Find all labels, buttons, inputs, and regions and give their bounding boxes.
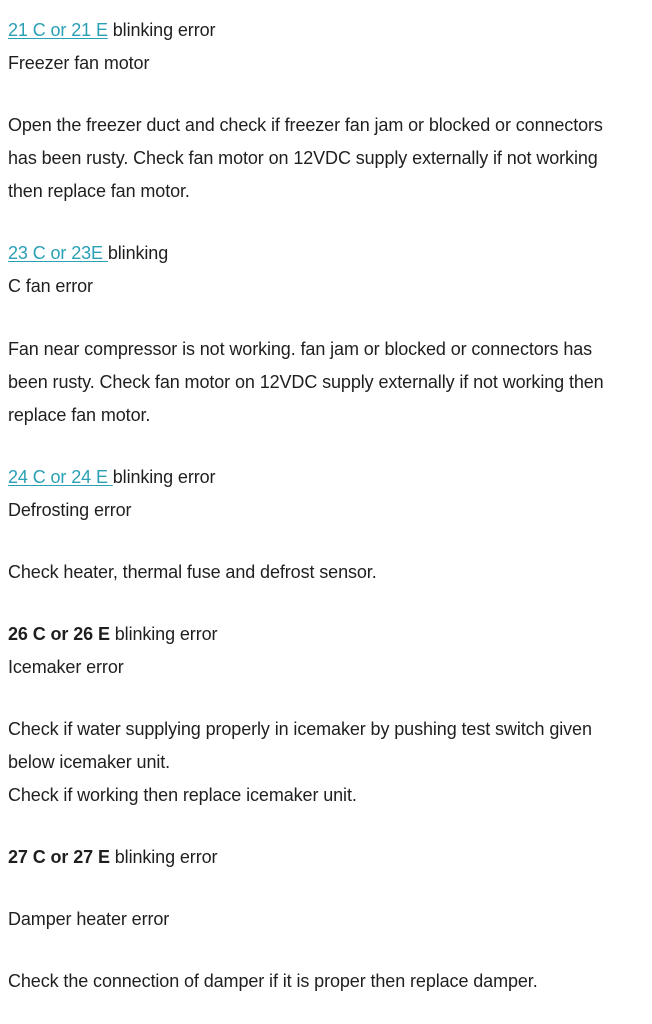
error-title: C fan error [8,276,93,296]
error-description-line: Check the connection of damper if it is proper then replace damper. [8,971,538,991]
error-code-suffix: blinking error [112,467,216,487]
error-code-suffix: blinking error [107,20,216,40]
error-description-line: Check if working then replace icemaker unit. [8,785,357,805]
error-description-line: has been rusty. Check fan motor on 12VDC supply externally if not working [8,148,598,168]
error-description-line: Check if water supplying properly in icemaker by pushing test switch given [8,719,592,739]
error-code-label: 27 C or 27 E [8,847,110,867]
error-description-line: replace fan motor. [8,405,151,425]
error-description-line: below icemaker unit. [8,752,171,772]
error-code-link[interactable]: 21 C or 21 E [8,20,108,40]
error-title: Freezer fan motor [8,53,150,73]
error-code-heading [8,19,215,41]
error-code-link[interactable]: 23 C or 23E [8,243,108,263]
error-description-line: then replace fan motor. [8,181,190,201]
error-code-heading [8,623,217,645]
error-code-link[interactable]: 24 C or 24 E [8,467,113,487]
error-code-heading [8,466,215,488]
error-description-line: Open the freezer duct and check if freezer fan jam or blocked or connectors [8,115,603,135]
error-description-line: Check heater, thermal fuse and defrost sensor. [8,562,377,582]
error-title: Icemaker error [8,657,124,677]
error-code-suffix: blinking error [109,847,218,867]
error-title: Damper heater error [8,909,170,929]
error-code-suffix: blinking [107,243,169,263]
error-description-line: been rusty. Check fan motor on 12VDC supply externally if not working then [8,372,604,392]
error-title: Defrosting error [8,500,132,520]
error-code-heading [8,242,168,264]
error-description-line: Fan near compressor is not working. fan jam or blocked or connectors has [8,339,593,359]
error-code-suffix: blinking error [109,624,218,644]
error-code-label: 26 C or 26 E [8,624,110,644]
error-code-heading [8,846,217,868]
